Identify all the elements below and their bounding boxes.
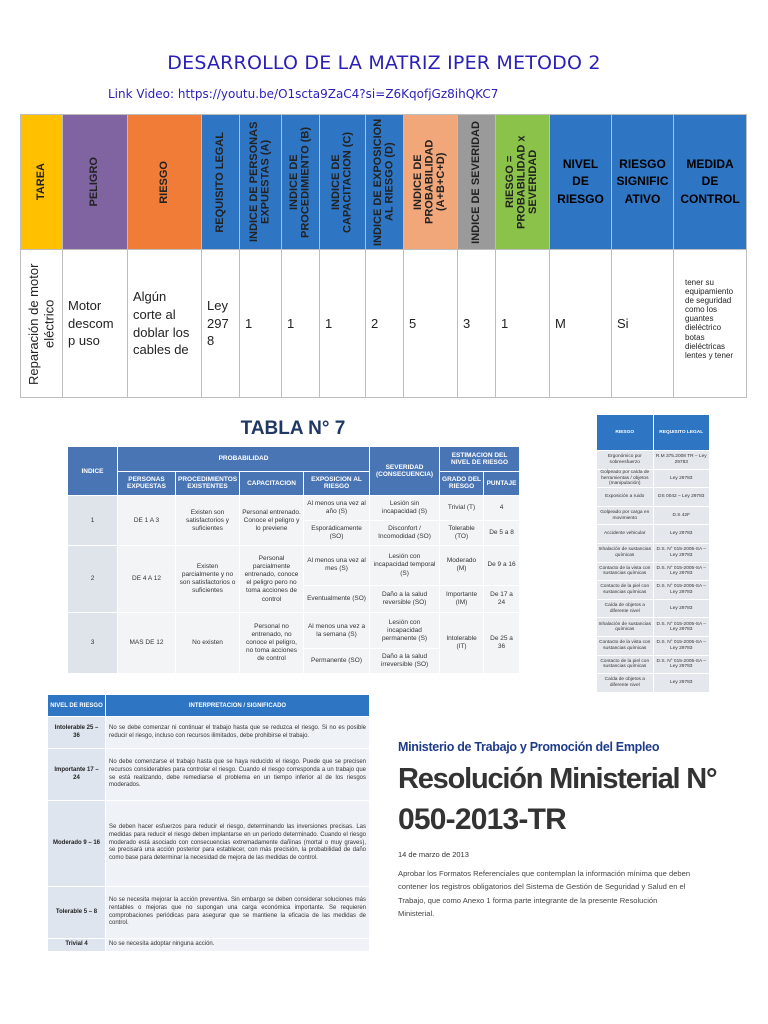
video-link[interactable]: Link Video: https://youtu.be/O1scta9ZaC4?si=Z6KqofjGz8ihQKC7 — [108, 87, 499, 101]
resolution-date: 14 de marzo de 2013 — [398, 849, 469, 859]
nr-nivel: Intolerable 25 – 36 — [48, 717, 106, 749]
cell-riesgo-valor: 1 — [496, 250, 550, 398]
t7-exposicion: Permanente (SO) — [304, 648, 370, 673]
ministry-name: Ministerio de Trabajo y Promoción del Empleo — [398, 740, 660, 754]
t7-exposicion: Al menos una vez a la semana (S) — [304, 613, 370, 649]
rl-riesgo: Ergonómico por sobreesfuerzo — [597, 451, 654, 470]
table-row — [597, 543, 710, 562]
nr-header-nivel: NIVEL DE RIESGO — [48, 695, 106, 717]
riesgo-requisito-table — [596, 414, 710, 693]
table-row — [597, 618, 710, 637]
t7-severidad: Disconfort / Incomodidad (SO) — [370, 521, 440, 546]
nr-texto: No debe comenzarse el trabajo hasta que se haya reducido el riesgo. Puede que se precisen recursos considerables para controlar el riesgo. Cuando el riesgo corresponda a un trabajo que se está realizando, debe remediarse el problema en un tiempo inferior al de los riesgos moderados. — [106, 749, 370, 801]
t7-header-capacitacion: CAPACITACION — [240, 471, 304, 496]
t7-procedimientos: Existen parcialmente y no son satisfactorios o suficientes — [176, 546, 240, 613]
rl-requisito: D.S 42F — [653, 506, 710, 525]
iper-data-row — [21, 250, 747, 398]
rl-riesgo: Contacto de la vista con sustancias químicas — [597, 562, 654, 581]
header-riesgo-prob-sev: RIESGO = PROBABILIDAD x SEVERIDAD — [496, 115, 550, 250]
t7-exposicion: Eventualmente (SO) — [304, 585, 370, 613]
t7-grado: Importante (IM) — [440, 585, 484, 613]
rl-header-riesgo: RIESGO — [597, 415, 654, 451]
t7-severidad: Lesión con incapacidad permanente (S) — [370, 613, 440, 649]
rl-header-requisito: REQUISITO LEGAL — [653, 415, 710, 451]
table-row — [597, 488, 710, 507]
table-row — [597, 581, 710, 600]
t7-header-severidad: SEVERIDAD (CONSECUENCIA) — [370, 447, 440, 496]
nr-texto: Se deben hacer esfuerzos para reducir el riesgo, determinando las inversiones precisas. Las medidas para reducir el riesgo deben implantarse en un período determinado. Cuando el riesgo moderado está asociado con consecuencias extremadamente dañinas (mortal o muy graves), se precisará una acción posterior para establecer, con más precisión, la probabilidad de daño como base para determinar la necesidad de mejora de las medidas de control. — [106, 801, 370, 887]
t7-row — [68, 496, 520, 521]
header-peligro: PELIGRO — [63, 115, 128, 250]
table-row — [597, 469, 710, 488]
t7-procedimientos: Existen son satisfactorios y suficientes — [176, 496, 240, 546]
table-row — [48, 717, 370, 749]
t7-header-personas: PERSONAS EXPUESTAS — [118, 471, 176, 496]
table-row — [48, 801, 370, 887]
rl-riesgo: Inhalación de sustancias químicas — [597, 618, 654, 637]
t7-puntaje: De 17 a 24 — [484, 585, 520, 613]
cell-tarea: Reparación de motor eléctrico — [21, 250, 63, 398]
rl-requisito: Ley 29783 — [653, 469, 710, 488]
t7-puntaje: 4 — [484, 496, 520, 521]
cell-requisito-legal: Ley 297 8 — [202, 250, 240, 398]
nr-nivel: Importante 17 – 24 — [48, 749, 106, 801]
header-requisito-legal: REQUISITO LEGAL — [202, 115, 240, 250]
nr-texto: No se debe comenzar ni continuar el trabajo hasta que se reduzca el riesgo. Si no es posible reducir el riesgo, incluso con recursos ilimitados, debe prohibirse el trabajo. — [106, 717, 370, 749]
tabla-7-title: TABLA N° 7 — [240, 418, 346, 439]
t7-puntaje: De 5 a 8 — [484, 521, 520, 546]
resolution-number: 050-2013-TR — [398, 803, 566, 837]
table-row — [597, 525, 710, 544]
t7-indice: 3 — [68, 613, 118, 674]
cell-indice-c: 1 — [320, 250, 366, 398]
rl-requisito: D.S. N° 015-2005-SA – Ley 29783 — [653, 562, 710, 581]
cell-severidad: 3 — [458, 250, 496, 398]
table-row — [48, 939, 370, 952]
rl-requisito: R.M 375.2008 TR – Ley 29783 — [653, 451, 710, 470]
table-row — [597, 636, 710, 655]
iper-matrix-table — [20, 114, 747, 398]
t7-capacitacion: Personal entrenado. Conoce el peligro y lo previene — [240, 496, 304, 546]
rl-requisito: D.S. N° 015-2005-SA – Ley 29783 — [653, 636, 710, 655]
header-indice-capacitacion: INDICE DE CAPACITACION (C) — [320, 115, 366, 250]
rl-riesgo: Caída de objetos a diferente nivel — [597, 599, 654, 618]
nr-texto: No se necesita adoptar ninguna acción. — [106, 939, 370, 952]
t7-grado: Moderado (M) — [440, 546, 484, 585]
t7-procedimientos: No existen — [176, 613, 240, 674]
t7-grado: Trivial (T) — [440, 496, 484, 521]
header-indice-severidad: INDICE DE SEVERIDAD — [458, 115, 496, 250]
header-riesgo-significativo: RIESGO SIGNIFIC ATIVO — [612, 115, 674, 250]
t7-exposicion: Al menos una vez al año (S) — [304, 496, 370, 521]
rl-requisito: D.S. N° 015-2005-SA – Ley 29783 — [653, 618, 710, 637]
resolution-title: Resolución Ministerial N° — [398, 763, 717, 795]
t7-header-grado: GRADO DEL RIESGO — [440, 471, 484, 496]
cell-peligro: Motor descom p uso — [63, 250, 128, 398]
rl-requisito: Ley 29783 — [653, 599, 710, 618]
cell-indice-d: 2 — [366, 250, 404, 398]
table-row — [597, 655, 710, 674]
header-nivel-riesgo: NIVEL DE RIESGO — [550, 115, 612, 250]
table-row — [597, 562, 710, 581]
rl-riesgo: Accidente vehicular — [597, 525, 654, 544]
table-row — [48, 749, 370, 801]
cell-nivel-riesgo: M — [550, 250, 612, 398]
t7-header-estimacion: ESTIMACION DEL NIVEL DE RIESGO — [440, 447, 520, 472]
cell-indice-a: 1 — [240, 250, 282, 398]
nr-header-interpretacion: INTERPRETACION / SIGNIFICADO — [106, 695, 370, 717]
header-riesgo: RIESGO — [128, 115, 202, 250]
resolution-body: Aprobar los Formatos Referenciales que contemplan la información mínima que deben contener los registros obligatorios del Sistema de Gestión de Seguridad y Salud en el Trabajo, que como Anexo 1 forma parte integrante de la presente Resolución Ministerial. — [398, 868, 691, 918]
rl-requisito: D.S. N° 015-2005-SA – Ley 29783 — [653, 543, 710, 562]
t7-indice: 2 — [68, 546, 118, 613]
t7-personas: DE 1 A 3 — [118, 496, 176, 546]
tabla-7-figure — [67, 414, 519, 680]
t7-personas: DE 4 A 12 — [118, 546, 176, 613]
rl-requisito: D.S. N° 015-2005-SA – Ley 29783 — [653, 581, 710, 600]
rl-riesgo: Caída de objetos a diferente nivel — [597, 674, 654, 693]
cell-indice-b: 1 — [282, 250, 320, 398]
rl-riesgo: Contacto de la piel con sustancias químicas — [597, 655, 654, 674]
nr-texto: No se necesita mejorar la acción preventiva. Sin embargo se deben considerar soluciones más rentables o mejoras que no supongan una carga económica importante. Se requieren comprobaciones periódicas para asegurar que se mantiene la eficacia de las medidas de control. — [106, 887, 370, 939]
rl-riesgo: Golpeado por carga en movimiento — [597, 506, 654, 525]
cell-riesgo-significativo: Si — [612, 250, 674, 398]
t7-header-procedimientos: PROCEDIMIENTOS EXISTENTES — [176, 471, 240, 496]
nr-nivel: Tolerable 5 – 8 — [48, 887, 106, 939]
header-indice-exposicion: INDICE DE EXPOSICION AL RIESGO (D) — [366, 115, 404, 250]
rl-requisito: Ley 29783 — [653, 525, 710, 544]
t7-severidad: Daño a la salud irreversible (SO) — [370, 648, 440, 673]
page-title: DESARROLLO DE LA MATRIZ IPER METODO 2 — [167, 52, 601, 74]
rl-requisito: Ley 29783 — [653, 674, 710, 693]
rl-riesgo: Exposición a ruido — [597, 488, 654, 507]
resolucion-ministerial-card — [398, 735, 717, 950]
t7-severidad: Lesión con incapacidad temporal (S) — [370, 546, 440, 585]
t7-exposicion: Al menos una vez al mes (S) — [304, 546, 370, 585]
cell-probabilidad: 5 — [404, 250, 458, 398]
cell-medida-control: tener su equipamiento de seguridad como los guantes dieléctrico botas dieléctricas lentes y tener — [674, 250, 747, 398]
t7-capacitacion: Personal no entrenado, no conoce el peligro, no toma acciones de control — [240, 613, 304, 674]
rl-requisito: D.S. N° 015-2005-SA – Ley 29783 — [653, 655, 710, 674]
cell-riesgo: Algún corte al doblar los cables de — [128, 250, 202, 398]
t7-indice: 1 — [68, 496, 118, 546]
header-tarea: TAREA — [21, 115, 63, 250]
nr-nivel: Trivial 4 — [48, 939, 106, 952]
t7-header-indice: INDICE — [68, 447, 118, 496]
rl-riesgo: Contacto de la vista con sustancias químicas — [597, 636, 654, 655]
header-indice-procedimiento: INDICE DE PROCEDIMIENTO (B) — [282, 115, 320, 250]
nivel-riesgo-table — [47, 694, 370, 952]
t7-grado: Tolerable (TO) — [440, 521, 484, 546]
table-row — [48, 887, 370, 939]
nr-nivel: Moderado 9 – 16 — [48, 801, 106, 887]
t7-severidad: Lesión sin incapacidad (S) — [370, 496, 440, 521]
table-row — [597, 451, 710, 470]
t7-puntaje: De 9 a 16 — [484, 546, 520, 585]
header-indice-probabilidad: INDICE DE PROBABILIDAD (A+B+C+D) — [404, 115, 458, 250]
t7-severidad: Daño a la salud reversible (SO) — [370, 585, 440, 613]
table-row — [597, 599, 710, 618]
iper-header-row — [21, 115, 747, 250]
t7-exposicion: Esporádicamente (SO) — [304, 521, 370, 546]
t7-header-probabilidad: PROBABILIDAD — [118, 447, 370, 472]
table-row — [597, 506, 710, 525]
header-medida-control: MEDIDA DE CONTROL — [674, 115, 747, 250]
t7-row — [68, 546, 520, 585]
rl-requisito: DS 0042 – Ley 29783 — [653, 488, 710, 507]
t7-header-puntaje: PUNTAJE — [484, 471, 520, 496]
t7-capacitacion: Personal parcialmente entrenado, conoce el peligro pero no toma acciones de control — [240, 546, 304, 613]
rl-riesgo: Golpeado por caída de herramientas / objetos (manipulación) — [597, 469, 654, 488]
tabla-7-table — [67, 446, 520, 674]
t7-personas: MAS DE 12 — [118, 613, 176, 674]
t7-header-exposicion: EXPOSICION AL RIESGO — [304, 471, 370, 496]
rl-riesgo: Inhalación de sustancias químicas — [597, 543, 654, 562]
header-indice-personas: INDICE DE PERSONAS EXPUESTAS (A) — [240, 115, 282, 250]
t7-puntaje: De 25 a 36 — [484, 613, 520, 674]
t7-grado: Intolerable (IT) — [440, 613, 484, 674]
table-row — [597, 674, 710, 693]
rl-riesgo: Contacto de la piel con sustancias químicas — [597, 581, 654, 600]
t7-row — [68, 613, 520, 649]
